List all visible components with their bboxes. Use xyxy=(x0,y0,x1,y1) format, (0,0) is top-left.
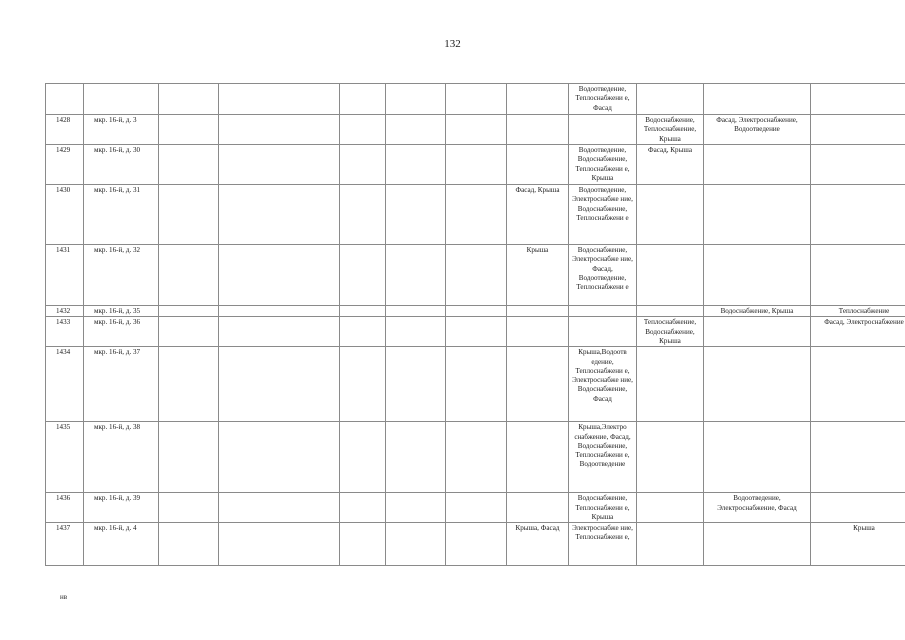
cell-works-d xyxy=(704,145,811,185)
cell-works-c xyxy=(637,523,704,566)
cell-works-c xyxy=(637,185,704,245)
cell-works-b: Водоотведение, Электроснабже ние, Водоснабжение, Теплоснабжени е xyxy=(569,185,637,245)
cell-works-b: Крыша,Водоотв едение, Теплоснабжени е, Электроснабже ние, Водоснабжение, Фасад xyxy=(569,347,637,422)
row-number: 1433 xyxy=(46,317,84,347)
cell-empty xyxy=(219,347,340,422)
cell-works-d xyxy=(704,185,811,245)
page-number: 132 xyxy=(444,38,461,50)
cell-empty xyxy=(386,84,446,115)
cell-empty xyxy=(340,185,386,245)
cell-empty xyxy=(159,145,219,185)
table-row xyxy=(46,84,905,115)
cell-works-a: Фасад, Крыша xyxy=(507,185,569,245)
row-number: 1432 xyxy=(46,306,84,317)
cell-empty xyxy=(386,422,446,493)
cell-empty xyxy=(340,306,386,317)
cell-empty xyxy=(340,145,386,185)
cell-works-e xyxy=(811,84,905,115)
table-row xyxy=(46,245,905,306)
cell-works-c xyxy=(637,422,704,493)
cell-empty xyxy=(219,185,340,245)
row-address xyxy=(84,84,159,115)
cell-works-d xyxy=(704,422,811,493)
cell-empty xyxy=(446,245,507,306)
row-number: 1431 xyxy=(46,245,84,306)
cell-empty xyxy=(386,493,446,523)
cell-works-e: Теплоснабжение xyxy=(811,306,905,317)
cell-empty xyxy=(219,245,340,306)
row-number xyxy=(46,84,84,115)
cell-empty xyxy=(340,422,386,493)
cell-empty xyxy=(219,523,340,566)
cell-works-e: Крыша xyxy=(811,523,905,566)
cell-works-a xyxy=(507,145,569,185)
cell-works-d: Водоснабжение, Крыша xyxy=(704,306,811,317)
cell-empty xyxy=(386,145,446,185)
row-address: мкр. 16-й, д. 37 xyxy=(84,347,159,422)
cell-empty xyxy=(446,84,507,115)
cell-empty xyxy=(159,115,219,145)
cell-works-e xyxy=(811,422,905,493)
cell-works-e xyxy=(811,493,905,523)
cell-empty xyxy=(446,145,507,185)
row-number: 1428 xyxy=(46,115,84,145)
cell-empty xyxy=(340,84,386,115)
cell-works-b: Электроснабже ние, Теплоснабжени е, xyxy=(569,523,637,566)
row-address: мкр. 16-й, д. 36 xyxy=(84,317,159,347)
cell-empty xyxy=(340,115,386,145)
cell-works-b xyxy=(569,306,637,317)
cell-empty xyxy=(340,347,386,422)
cell-empty xyxy=(446,493,507,523)
cell-empty xyxy=(446,523,507,566)
cell-works-c xyxy=(637,306,704,317)
cell-works-a xyxy=(507,347,569,422)
cell-empty xyxy=(159,84,219,115)
cell-empty xyxy=(386,317,446,347)
cell-works-a xyxy=(507,115,569,145)
cell-empty xyxy=(159,185,219,245)
cell-empty xyxy=(446,317,507,347)
cell-works-e: Фасад, Электроснабжение xyxy=(811,317,905,347)
cell-works-d xyxy=(704,84,811,115)
footer-mark: нв xyxy=(60,593,68,601)
cell-empty xyxy=(159,306,219,317)
cell-empty xyxy=(386,245,446,306)
cell-empty xyxy=(159,422,219,493)
cell-empty xyxy=(386,115,446,145)
cell-empty xyxy=(340,493,386,523)
cell-works-b xyxy=(569,115,637,145)
table-row xyxy=(46,317,905,347)
table-row xyxy=(46,347,905,422)
cell-works-a xyxy=(507,317,569,347)
cell-works-b: Водоснабжение, Электроснабже ние, Фасад, Водоотведение, Теплоснабжени е xyxy=(569,245,637,306)
cell-works-b: Водоотведение, Водоснабжение, Теплоснабжени е, Крыша xyxy=(569,145,637,185)
cell-works-c xyxy=(637,493,704,523)
cell-works-d xyxy=(704,317,811,347)
cell-empty xyxy=(446,115,507,145)
cell-works-a xyxy=(507,422,569,493)
table-row xyxy=(46,145,905,185)
cell-works-a: Крыша xyxy=(507,245,569,306)
cell-works-c xyxy=(637,347,704,422)
row-address: мкр. 16-й, д. 4 xyxy=(84,523,159,566)
cell-empty xyxy=(159,523,219,566)
row-address: мкр. 16-й, д. 3 xyxy=(84,115,159,145)
cell-works-c: Водоснабжение, Теплоснабжение, Крыша xyxy=(637,115,704,145)
cell-empty xyxy=(386,347,446,422)
cell-empty xyxy=(159,317,219,347)
row-number: 1435 xyxy=(46,422,84,493)
repair-schedule-table xyxy=(45,83,905,566)
row-address: мкр. 16-й, д. 39 xyxy=(84,493,159,523)
cell-empty xyxy=(446,347,507,422)
cell-works-d xyxy=(704,347,811,422)
cell-works-e xyxy=(811,145,905,185)
cell-empty xyxy=(159,493,219,523)
row-number: 1434 xyxy=(46,347,84,422)
row-address: мкр. 16-й, д. 31 xyxy=(84,185,159,245)
cell-works-b xyxy=(569,317,637,347)
cell-empty xyxy=(159,347,219,422)
row-number: 1430 xyxy=(46,185,84,245)
cell-works-a: Крыша, Фасад xyxy=(507,523,569,566)
cell-empty xyxy=(219,306,340,317)
cell-works-d: Фасад, Электроснабжение, Водоотведение xyxy=(704,115,811,145)
cell-empty xyxy=(386,523,446,566)
cell-works-a xyxy=(507,306,569,317)
row-number: 1436 xyxy=(46,493,84,523)
cell-works-e xyxy=(811,245,905,306)
row-address: мкр. 16-й, д. 35 xyxy=(84,306,159,317)
cell-empty xyxy=(340,245,386,306)
cell-empty xyxy=(219,317,340,347)
cell-empty xyxy=(340,523,386,566)
cell-works-e xyxy=(811,115,905,145)
row-address: мкр. 16-й, д. 38 xyxy=(84,422,159,493)
cell-works-d xyxy=(704,523,811,566)
cell-empty xyxy=(446,185,507,245)
row-number: 1437 xyxy=(46,523,84,566)
row-address: мкр. 16-й, д. 32 xyxy=(84,245,159,306)
cell-works-d xyxy=(704,245,811,306)
cell-empty xyxy=(446,422,507,493)
table-row xyxy=(46,422,905,493)
cell-works-e xyxy=(811,185,905,245)
cell-works-c: Фасад, Крыша xyxy=(637,145,704,185)
cell-works-e xyxy=(811,347,905,422)
cell-empty xyxy=(386,306,446,317)
cell-works-c xyxy=(637,245,704,306)
cell-works-a xyxy=(507,493,569,523)
cell-empty xyxy=(340,317,386,347)
cell-works-b: Водоснабжение, Теплоснабжени е, Крыша xyxy=(569,493,637,523)
table-body xyxy=(46,84,905,566)
table-row xyxy=(46,115,905,145)
cell-works-a xyxy=(507,84,569,115)
cell-works-b: Крыша,Электро снабжение, Фасад, Водоснабжение, Теплоснабжени е, Водоотведение xyxy=(569,422,637,493)
table-row xyxy=(46,185,905,245)
cell-empty xyxy=(219,115,340,145)
table-row xyxy=(46,523,905,566)
table-row xyxy=(46,493,905,523)
cell-empty xyxy=(446,306,507,317)
row-address: мкр. 16-й, д. 30 xyxy=(84,145,159,185)
cell-works-d: Водоотведение, Электроснабжение, Фасад xyxy=(704,493,811,523)
cell-empty xyxy=(159,245,219,306)
cell-works-c: Теплоснабжение, Водоснабжение, Крыша xyxy=(637,317,704,347)
row-number: 1429 xyxy=(46,145,84,185)
cell-empty xyxy=(219,493,340,523)
cell-works-c xyxy=(637,84,704,115)
cell-works-b: Водоотведение, Теплоснабжени е, Фасад xyxy=(569,84,637,115)
cell-empty xyxy=(219,84,340,115)
table-row xyxy=(46,306,905,317)
cell-empty xyxy=(219,145,340,185)
cell-empty xyxy=(386,185,446,245)
cell-empty xyxy=(219,422,340,493)
